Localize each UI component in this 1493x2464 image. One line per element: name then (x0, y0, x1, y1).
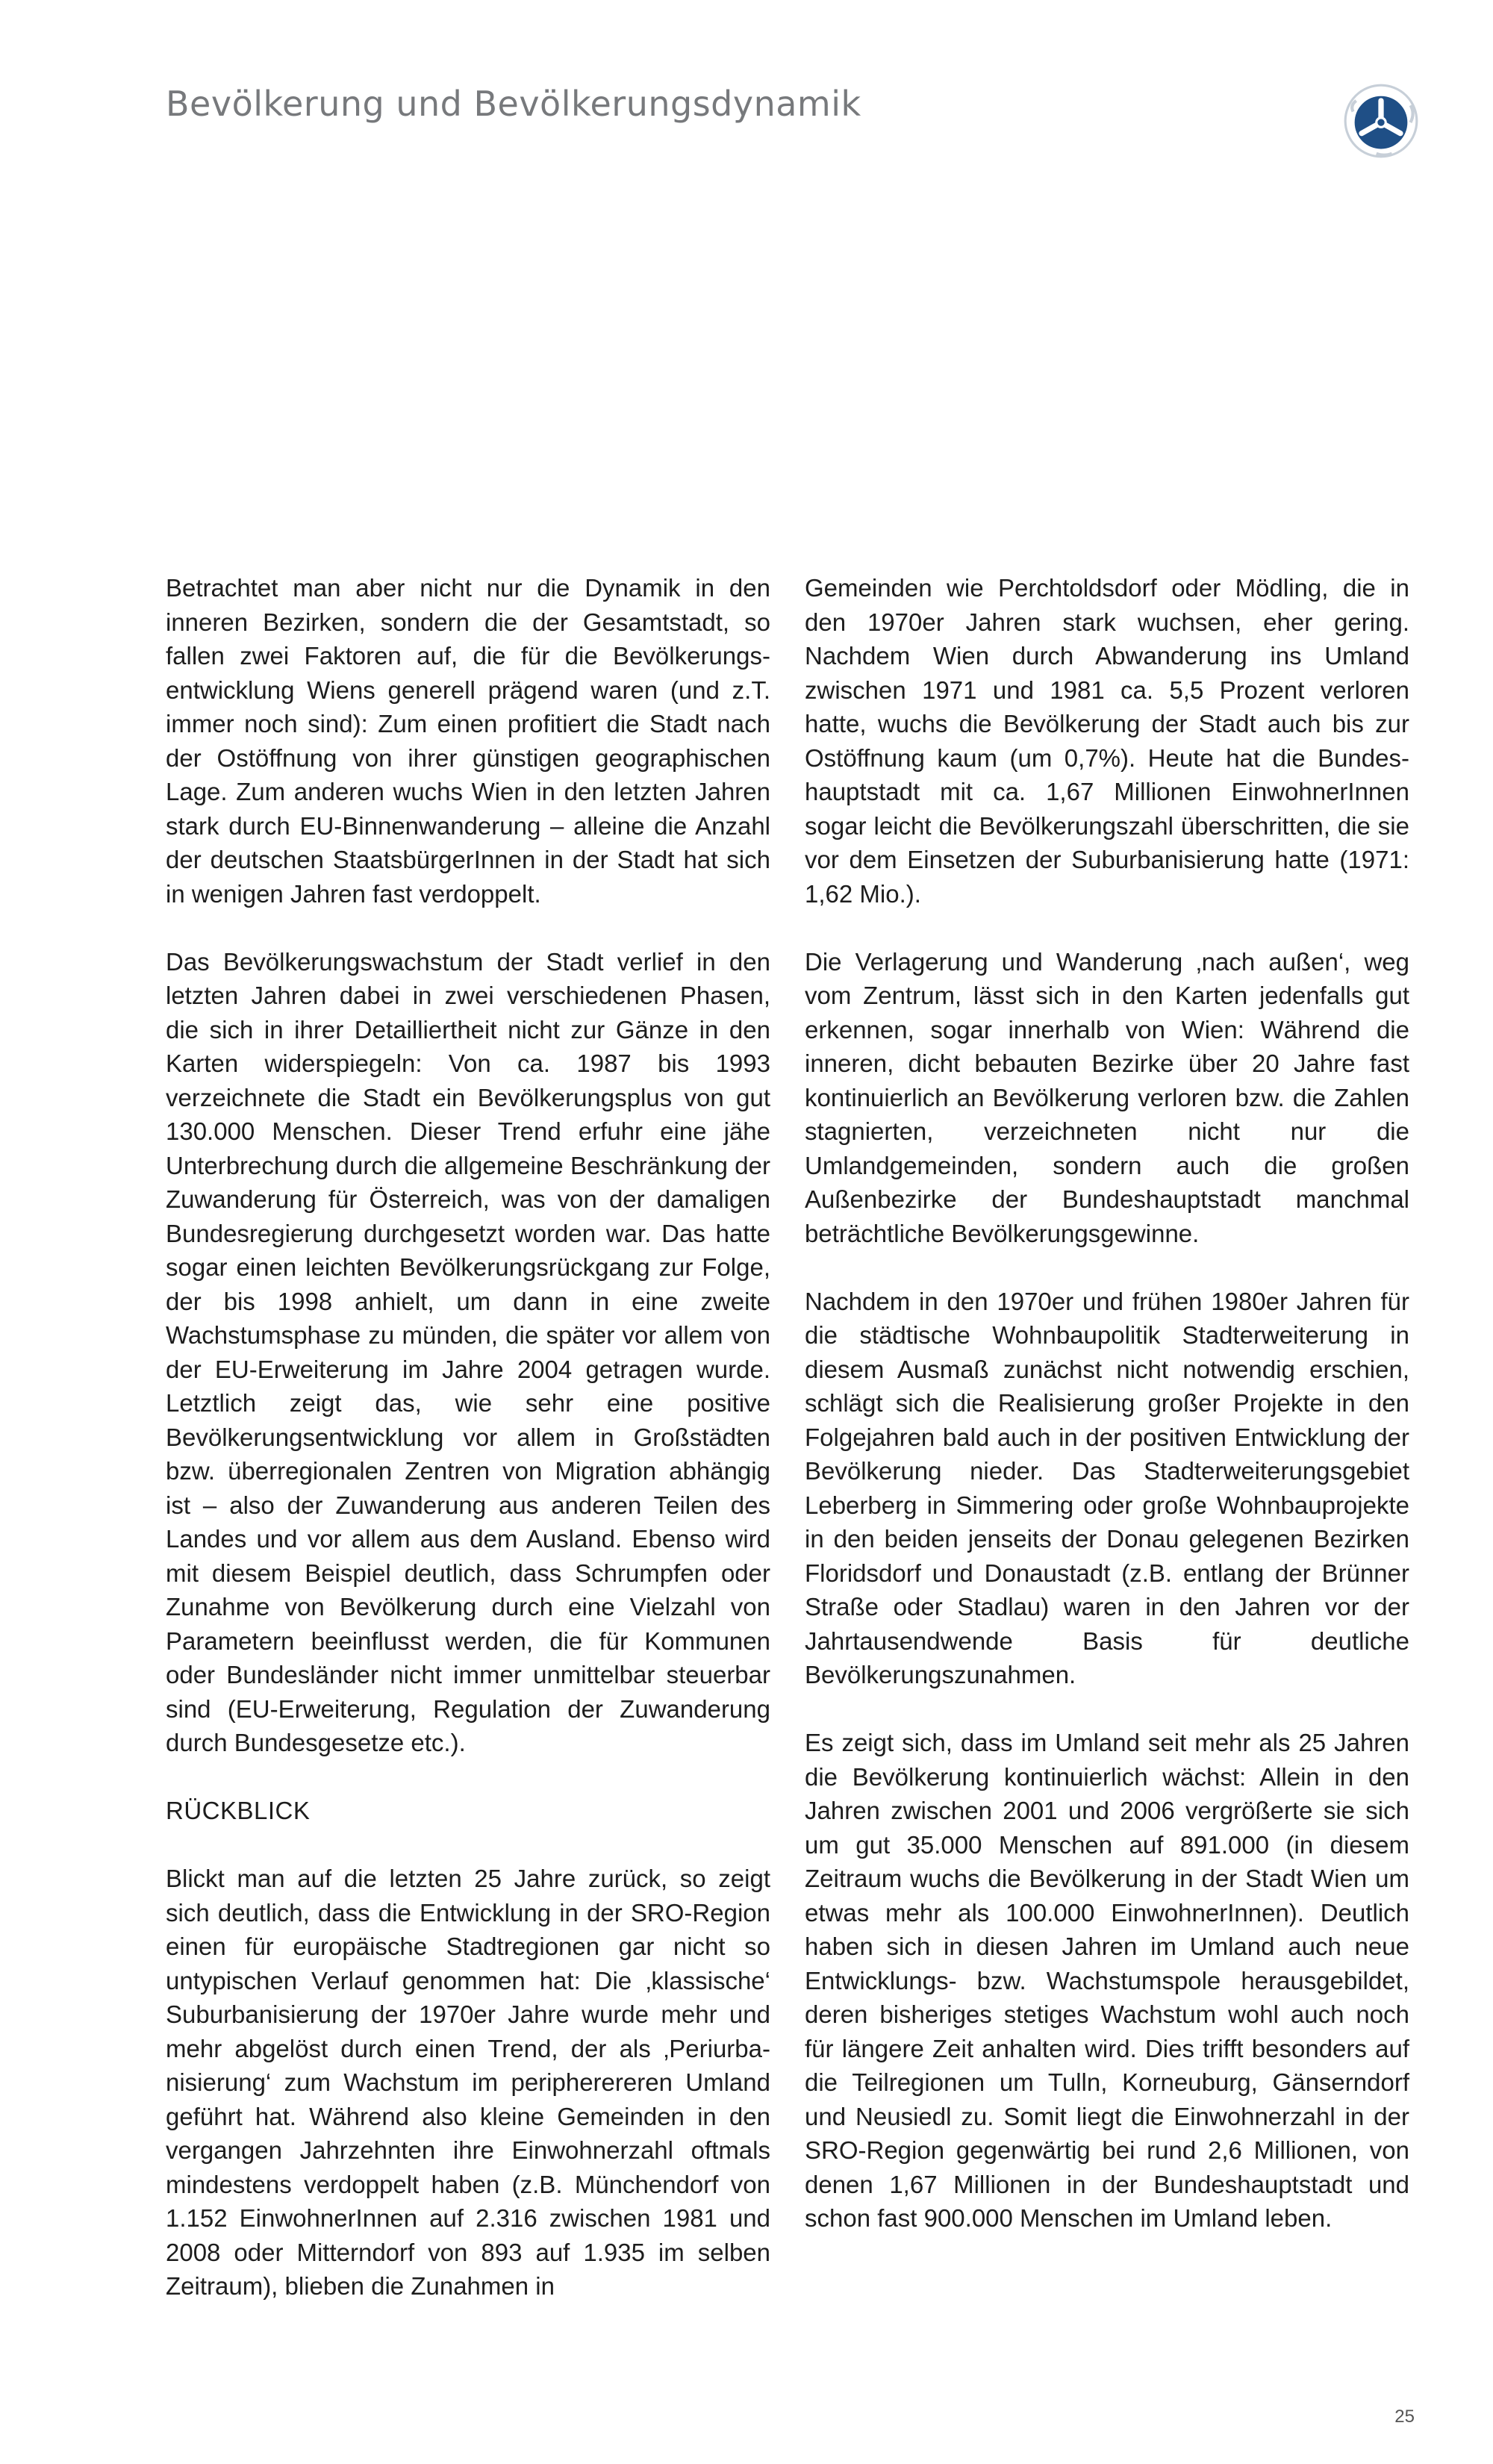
paragraph: Blickt man auf die letzten 25 Jahre zurück, so zeigt sich deutlich, dass die Entwicklung in der SRO-Region einen für europäische Stadtregionen gar nicht so untypischen Verlauf genommen hat: Die ‚klassische‘ Suburbanisierung der 1970er Jahre wurde mehr und mehr abgelöst durch einen Trend, der als ‚Periurbanisierung‘ zum Wachstum im peripherereren Umland geführt hat. Während also kleine Gemeinden in den vergangen Jahrzehnten ihre Einwohnerzahl oftmals mindestens verdoppelt haben (z.B. Münchendorf von 1.152 EinwohnerInnen auf 2.316 zwischen 1981 und 2008 oder Mitterndorf von 893 auf 1.935 im selben Zeitraum), blieben die Zunahmen in (166, 1865, 770, 2300)
section-heading: RÜCKBLICK (166, 1797, 311, 1824)
paragraph: Nachdem in den 1970er und frühen 1980er Jahren für die städtische Wohnbaupolitik Stadterweiterung in diesem Ausmaß zunächst nicht notwendig erschien, schlägt sich die Realisierung großer Projekte in den Folgejahren bald auch in der positiven Entwicklung der Bevölkerung nieder. Das Stadterweiterungsgebiet Leberberg in Simmering oder große Wohnbauprojekte in den beiden jenseits der Donau gelegenen Bezirken Floridsdorf und Donaustadt (z.B. entlang der Brünner Straße oder Stadlau) waren in den Jahren vor der Jahrtausendwende Basis für deutliche Bevölkerungszunahmen. (805, 1287, 1409, 1688)
paragraph: Das Bevölkerungswachstum der Stadt verlief in den letzten Jahren dabei in zwei verschiedenen Phasen, die sich in ihrer Detailliertheit nicht zur Gänze in den Karten widerspiegeln: Von ca. 1987 bis 1993 verzeichnete die Stadt ein Bevölkerungsplus von gut 130.000 Menschen. Dieser Trend erfuhr eine jähe Unterbrechung durch die allgemeine Beschränkung der Zuwanderung für Österreich, was von der damaligen Bundesregierung durchgesetzt worden war. Das hatte sogar einen leichten Bevölkerungsrückgang zur Folge, der bis 1998 anhielt, um dann in eine zweite Wachstumsphase zu münden, die später vor allem von der EU-Erweiterung im Jahre 2004 getragen wurde. Letztlich zeigt das, wie sehr eine positive Bevölkerungsentwicklung vor allem in Großstädten bzw. überregionalen Zentren von Migration abhängig ist – also der Zuwanderung aus anderen Teilen des Landes und vor allem aus dem Ausland. Ebenso wird mit diesem Beispiel deutlich, dass Schrumpfen oder Zunahme von Bevölkerung durch eine Vielzahl von Parametern beeinflusst werden, die für Kommunen oder Bundesländer nicht immer unmittelbar steuerbar sind (EU-Erweiterung, Regulation der Zuwanderung durch Bundesgesetze etc.). (166, 947, 770, 1756)
compass-emblem-icon (1342, 82, 1420, 160)
paragraph: Es zeigt sich, dass im Umland seit mehr als 25 Jahren die Bevölkerung kontinuierlich wächst: Allein in den Jahren zwischen 2001 und 2006 vergrößerte sie sich um gut 35.000 Menschen auf 891.000 (in diesem Zeitraum wuchs die Bevölkerung in der Stadt Wien um etwas mehr als 100.000 EinwohnerInnen). Deutlich haben sich in diesen Jahren im Umland auch neue Entwicklungs- bzw. Wachstumspole herausgebildet, deren bisheriges stetiges Wachstum wohl auch noch für längere Zeit anhalten wird. Dies trifft besonders auf die Teilregionen um Tulln, Korneuburg, Gänserndorf und Neusiedl zu. Somit liegt die Einwohnerzahl in der SRO-Region gegenwärtig bei rund 2,6 Millionen, von denen 1,67 Millionen in der Bundeshauptstadt und schon fast 900.000 Menschen im Umland leben. (805, 1729, 1409, 2232)
paragraph: Gemeinden wie Perchtoldsdorf oder Mödling, die in den 1970er Jahren stark wuchsen, eher gering. Nachdem Wien durch Abwanderung ins Umland zwischen 1971 und 1981 ca. 5,5 Prozent verloren hatte, wuchs die Bevölkerung der Stadt auch bis zur Ostöffnung kaum (um 0,7%). Heute hat die Bundeshauptstadt mit ca. 1,67 Millionen EinwohnerInnen sogar leicht die Bevölkerungszahl überschritten, die sie vor dem Einsetzen der Suburbanisierung hatte (1971: 1,62 Mio.). (805, 574, 1409, 908)
page-title: Bevölkerung und Bevölkerungsdynamik (166, 84, 861, 124)
left-text-column (166, 571, 770, 2337)
right-text-column (805, 571, 1409, 2269)
paragraph: Betrachtet man aber nicht nur die Dynamik in den inneren Bezirken, sondern die der Gesamtstadt, so fallen zwei Faktoren auf, die für die Bevölkerungsentwicklung Wiens generell prägend waren (und z.T. immer noch sind): Zum einen profitiert die Stadt nach der Ostöffnung von ihrer günstigen geographischen Lage. Zum anderen wuchs Wien in den letzten Jahren stark durch EU-Binnenwanderung – alleine die Anzahl der deutschen StaatsbürgerInnen in der Stadt hat sich in wenigen Jahren fast verdoppelt. (166, 574, 770, 908)
page-number: 25 (1394, 2407, 1415, 2427)
paragraph: Die Verlagerung und Wanderung ‚nach außen‘, weg vom Zentrum, lässt sich in den Karten jedenfalls gut erkennen, sogar innerhalb von Wien: Während die inneren, dicht bebauten Bezirke über 20 Jahre fast kontinuierlich an Bevölkerung verloren bzw. die Zahlen stagnierten, verzeichneten nicht nur die Umlandgemeinden, sondern auch die großen Außenbezirke der Bundeshauptstadt manchmal beträchtliche Bevölkerungsgewinne. (805, 947, 1409, 1247)
